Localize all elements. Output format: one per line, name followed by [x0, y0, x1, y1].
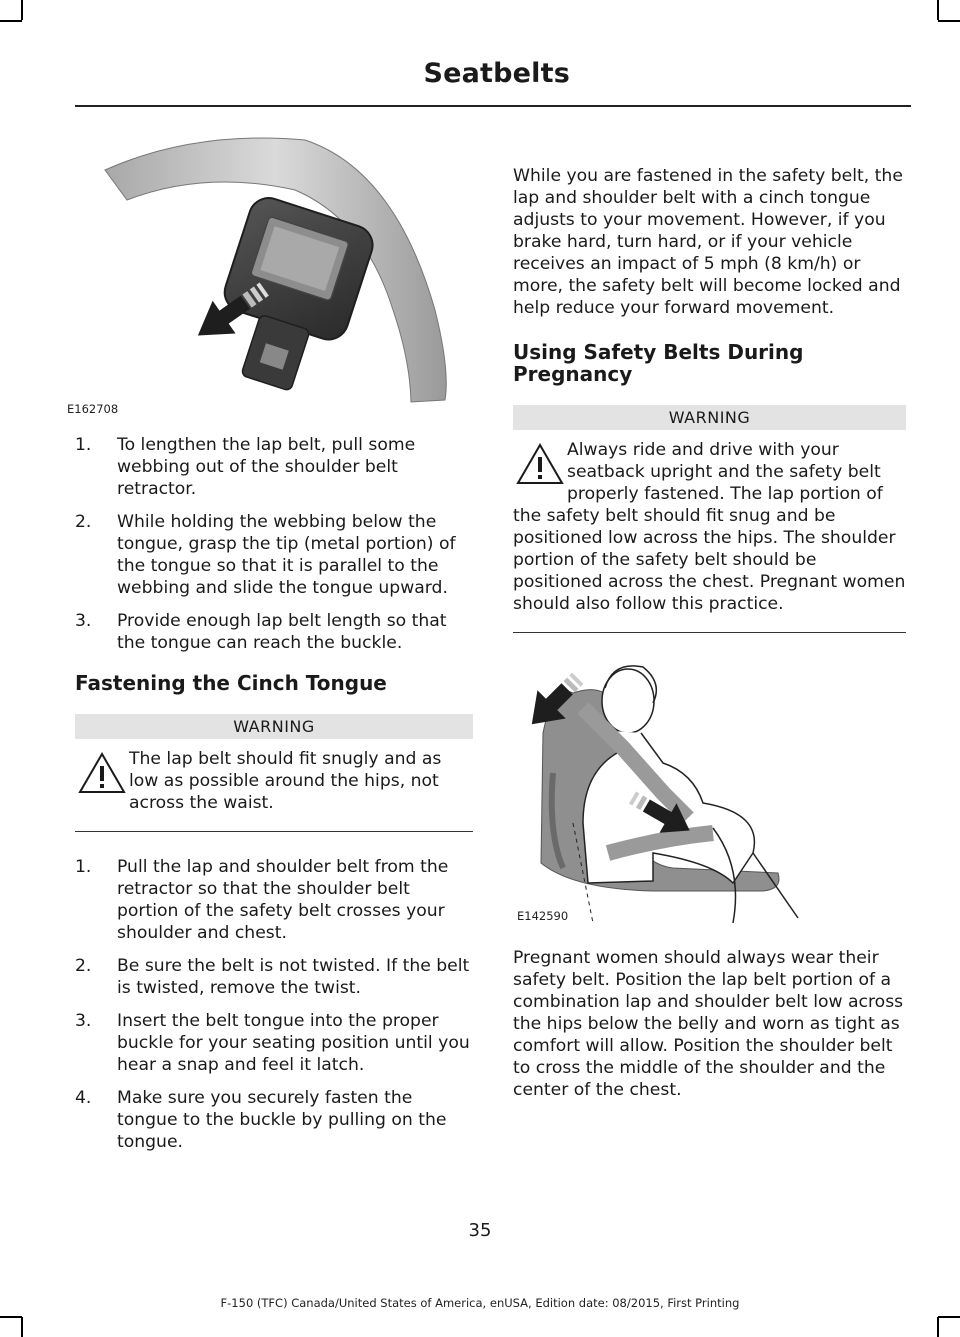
- header-divider: [75, 105, 911, 107]
- warning-triangle-icon: [77, 751, 127, 795]
- step-text: Make sure you securely fasten the tongue to the buckle by pulling on the tongue.: [117, 1088, 447, 1152]
- warning-text-first: Always ride and drive with your seatback upright and the safety belt properly fastened. The lap portion of: [567, 440, 883, 504]
- step-number: 2.: [75, 512, 92, 532]
- step-number: 4.: [75, 1088, 92, 1108]
- list-item: [75, 610, 473, 654]
- pregnant-occupant-figure: [513, 653, 906, 923]
- warning-text-rest: the safety belt should fit snug and be positioned low across the hips. The shoulder portion of the safety belt should be positioned across the chest. Pregnant women should also follow this practice.: [513, 506, 906, 614]
- list-item: [75, 1087, 473, 1153]
- crop-mark: [937, 0, 939, 20]
- step-number: 1.: [75, 435, 92, 455]
- crop-mark: [938, 1316, 960, 1318]
- lengthen-steps: [75, 434, 473, 654]
- step-text: Be sure the belt is not twisted. If the belt is twisted, remove the twist.: [117, 956, 470, 998]
- pregnancy-paragraph: Pregnant women should always wear their safety belt. Position the lap belt portion of a combination lap and shoulder belt low across the hips below the belly and worn as tight as comfort will allow. Position the shoulder belt to cross the middle of the shoulder and the center of the chest.: [513, 948, 904, 1100]
- step-number: 3.: [75, 611, 92, 631]
- step-text: To lengthen the lap belt, pull some webbing out of the shoulder belt retractor.: [117, 435, 416, 499]
- step-number: 1.: [75, 857, 92, 877]
- crop-mark: [0, 20, 22, 22]
- step-text: Pull the lap and shoulder belt from the retractor so that the shoulder belt portion of the safety belt crosses your shoulder and chest.: [117, 857, 449, 943]
- page-number: 35: [468, 1220, 492, 1241]
- intro-paragraph: While you are fastened in the safety belt, the lap and shoulder belt with a cinch tongue adjusts to your movement. However, if you brake hard, turn hard, or if your vehicle receives an impact of 5 mph (8 km/h) or more, the safety belt will become locked and help reduce your forward movement.: [513, 166, 903, 318]
- belt-tongue-figure: [67, 130, 473, 417]
- crop-mark: [0, 1316, 22, 1318]
- crop-mark: [937, 1317, 939, 1337]
- warning-text: [513, 439, 906, 615]
- crop-mark: [21, 1317, 23, 1337]
- warning-label: WARNING: [75, 714, 473, 739]
- warning-triangle-icon: [515, 442, 565, 486]
- warning-box: [513, 405, 906, 633]
- step-text: While holding the webbing below the tongue, grasp the tip (metal portion) of the tongue so that it is parallel to the webbing and slide the tongue upward.: [117, 512, 456, 598]
- belt-tongue-illustration: [75, 130, 473, 417]
- page-title: Seatbelts: [423, 58, 570, 89]
- crop-mark: [938, 20, 960, 22]
- list-item: [75, 511, 473, 599]
- step-text: Provide enough lap belt length so that the tongue can reach the buckle.: [117, 611, 447, 653]
- crop-mark: [21, 0, 23, 20]
- footer-edition-info: F-150 (TFC) Canada/United States of America, enUSA, Edition date: 08/2015, First Printing: [220, 1296, 740, 1310]
- step-text: Insert the belt tongue into the proper buckle for your seating position until you hear a snap and feel it latch.: [117, 1011, 470, 1075]
- list-item: [75, 434, 473, 500]
- left-column: [67, 130, 473, 1164]
- warning-body: [513, 430, 906, 633]
- section-heading: Fastening the Cinch Tongue: [75, 671, 387, 695]
- right-column: [513, 165, 906, 1101]
- step-number: 3.: [75, 1011, 92, 1031]
- list-item: [75, 856, 473, 944]
- warning-box: [75, 714, 473, 832]
- cinch-steps: [75, 856, 473, 1153]
- list-item: [75, 955, 473, 999]
- section-heading: Using Safety Belts During Pregnancy: [513, 340, 804, 386]
- warning-body: [75, 739, 473, 832]
- warning-label: WARNING: [513, 405, 906, 430]
- step-number: 2.: [75, 956, 92, 976]
- warning-text-content: The lap belt should fit snugly and as low as possible around the hips, not across the waist.: [129, 749, 442, 813]
- figure-label: E142590: [517, 909, 569, 923]
- warning-text: [75, 748, 473, 814]
- figure-label: E162708: [67, 402, 119, 416]
- list-item: [75, 1010, 473, 1076]
- pregnant-occupant-illustration: [513, 653, 906, 923]
